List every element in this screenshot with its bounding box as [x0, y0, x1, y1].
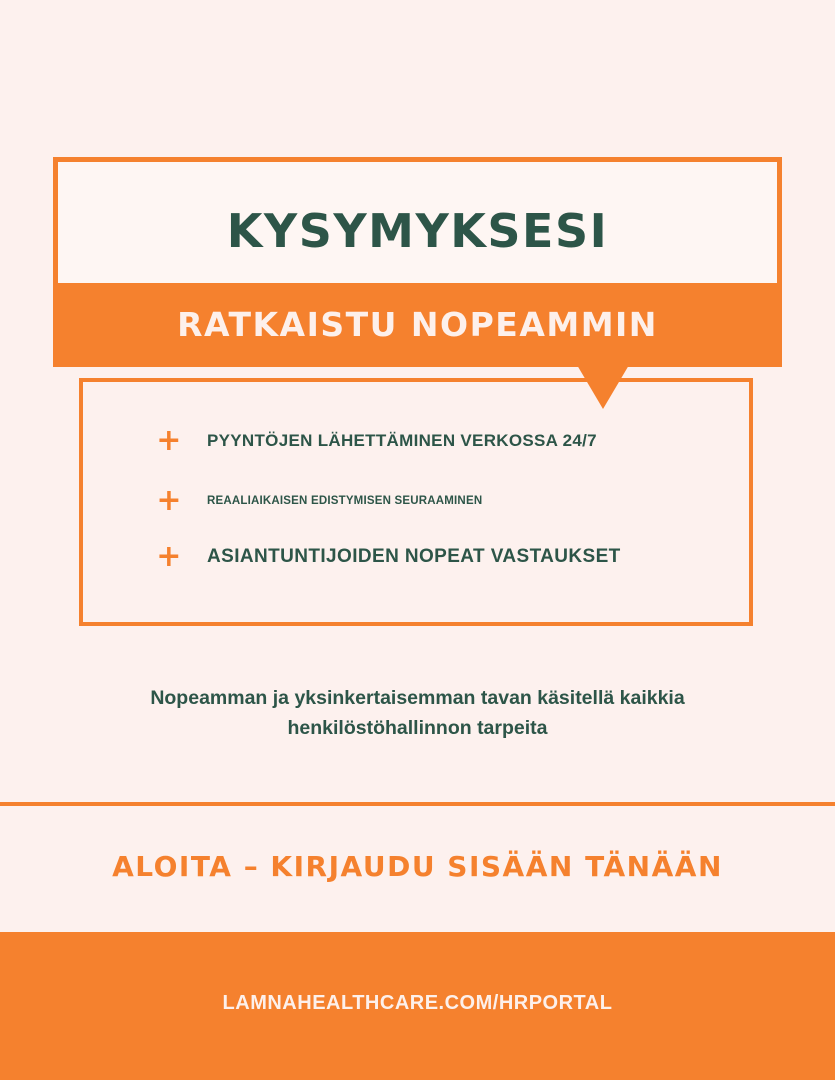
divider — [0, 802, 835, 806]
page-title: KYSYMYKSESI — [226, 204, 609, 258]
portal-link[interactable]: LAMNAHEALTHCARE.COM/HRPORTAL — [222, 992, 613, 1014]
feature-text: PYYNTÖJEN LÄHETTÄMINEN VERKOSSA 24/7 — [207, 431, 597, 450]
feature-item — [155, 539, 621, 574]
feature-text: ASIANTUNTIJOIDEN NOPEAT VASTAUKSET — [207, 546, 621, 567]
headline-box — [53, 157, 782, 367]
plus-icon: + — [156, 423, 182, 458]
feature-item — [155, 423, 597, 458]
call-to-action: ALOITA – KIRJAUDU SISÄÄN TÄNÄÄN — [112, 850, 723, 883]
description-line-2: henkilöstöhallinnon tarpeita — [287, 717, 548, 739]
plus-icon: + — [156, 539, 182, 574]
feature-text: REAALIAIKAISEN EDISTYMISEN SEURAAMINEN — [207, 495, 483, 507]
plus-icon: + — [156, 483, 182, 518]
page-subtitle: RATKAISTU NOPEAMMIN — [177, 305, 658, 344]
description — [0, 683, 835, 743]
footer-band — [0, 932, 835, 1080]
feature-item — [155, 483, 483, 518]
description-line-1: Nopeamman ja yksinkertaisemman tavan käsitellä kaikkia — [150, 687, 685, 709]
subtitle-band — [53, 283, 782, 367]
features-box — [79, 378, 753, 626]
